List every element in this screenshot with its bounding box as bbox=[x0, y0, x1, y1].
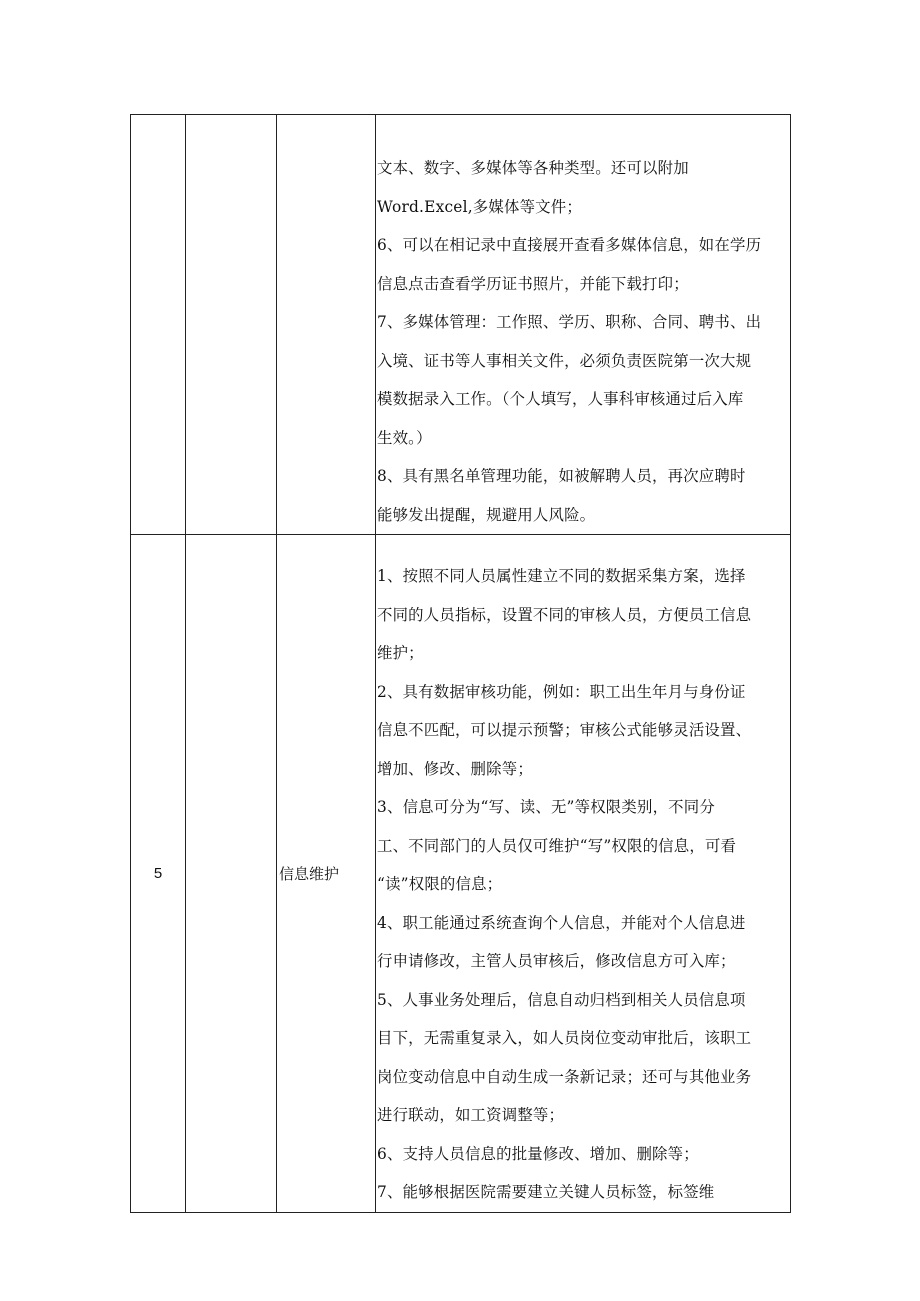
description-line: 5、人事业务处理后，信息自动归档到相关人员信息项 bbox=[377, 990, 746, 1009]
description-line: Word.Excel,多媒体等文件； bbox=[377, 197, 582, 216]
description-line: 信息不匹配，可以提示预警；审核公式能够灵活设置、 bbox=[377, 721, 752, 739]
description-line: 生效。） bbox=[377, 428, 432, 447]
description-line: 岗位变动信息中自动生成一条新记录；还可与其他业务 bbox=[377, 1067, 752, 1086]
description-line: 增加、修改、删除等； bbox=[377, 759, 533, 778]
description-line: 模数据录入工作。（个人填写，人事科审核通过后入库 bbox=[377, 390, 744, 408]
description-text bbox=[376, 535, 790, 1212]
row-number-cell bbox=[131, 115, 186, 535]
description-line: 7、能够根据医院需要建立关键人员标签，标签维 bbox=[377, 1183, 715, 1201]
description-line: 6、支持人员信息的批量修改、增加、删除等； bbox=[377, 1144, 699, 1163]
description-line: 1、按照不同人员属性建立不同的数据采集方案，选择 bbox=[377, 567, 746, 585]
category-cell bbox=[186, 535, 277, 1213]
description-line: 目下，无需重复录入，如人员岗位变动审批后，该职工 bbox=[377, 1029, 752, 1047]
row-number-cell: 5 bbox=[131, 535, 186, 1213]
description-line: 2、具有数据审核功能，例如：职工出生年月与身份证 bbox=[377, 682, 746, 701]
description-line: 7、多媒体管理：工作照、学历、职称、合同、聘书、出 bbox=[377, 313, 762, 331]
description-line: 维护； bbox=[377, 644, 424, 662]
description-line: 进行联动，如工资调整等； bbox=[377, 1106, 565, 1124]
description-line: 工、不同部门的人员仅可维护“写”权限的信息，可看 bbox=[377, 836, 737, 855]
table-row bbox=[131, 535, 791, 1213]
description-line: 6、可以在相记录中直接展开查看多媒体信息，如在学历 bbox=[377, 236, 762, 254]
description-line: 文本、数字、多媒体等各种类型。还可以附加 bbox=[377, 159, 689, 177]
category-cell bbox=[186, 115, 277, 535]
description-line: “读”权限的信息； bbox=[377, 875, 503, 893]
description-line: 不同的人员指标，设置不同的审核人员，方便员工信息 bbox=[377, 605, 752, 624]
feature-name-cell bbox=[277, 115, 376, 535]
description-cell bbox=[376, 535, 791, 1213]
description-line: 3、信息可分为“写、读、无”等权限类别，不同分 bbox=[377, 798, 715, 816]
feature-name-cell: 信息维护 bbox=[277, 535, 376, 1213]
description-line: 行申请修改，主管人员审核后，修改信息方可入库； bbox=[377, 952, 736, 970]
requirements-table bbox=[130, 114, 791, 1213]
description-line: 入境、证书等人事相关文件，必须负责医院第一次大规 bbox=[377, 351, 752, 370]
description-text bbox=[376, 115, 790, 534]
table-row bbox=[131, 115, 791, 535]
description-line: 信息点击查看学历证书照片，并能下载打印； bbox=[377, 274, 689, 293]
description-cell bbox=[376, 115, 791, 535]
description-line: 8、具有黑名单管理功能，如被解聘人员，再次应聘时 bbox=[377, 467, 746, 485]
description-line: 能够发出提醒，规避用人风险。 bbox=[377, 505, 596, 524]
description-line: 4、职工能通过系统查询个人信息，并能对个人信息进 bbox=[377, 913, 746, 932]
